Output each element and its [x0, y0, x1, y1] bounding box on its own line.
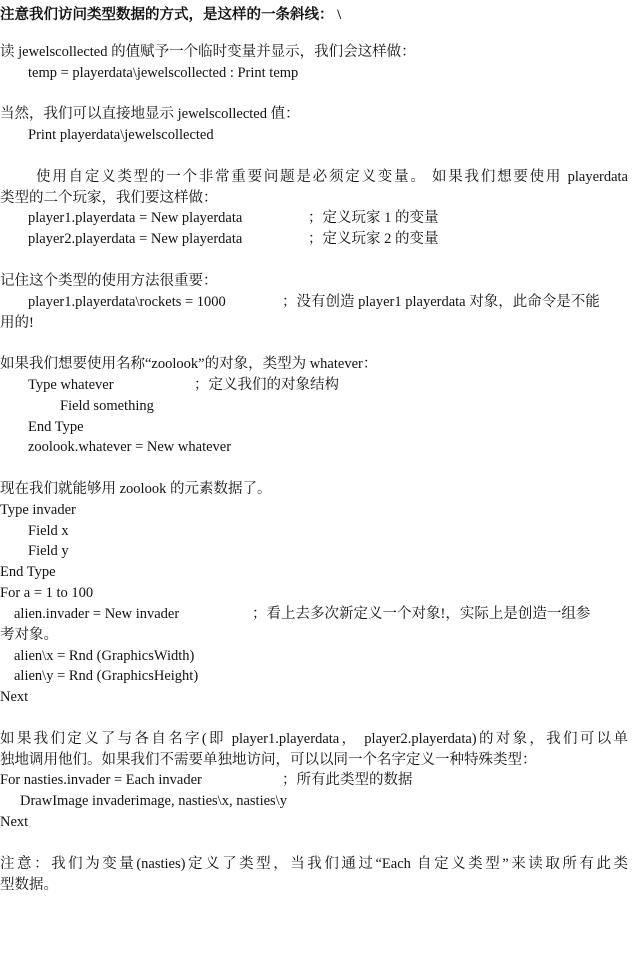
paragraph-remember: 记住这个类型的使用方法很重要： — [0, 273, 218, 289]
code-comment: ；定义我们的对象结构 — [194, 377, 339, 393]
code-line: For nasties.invader = Each invader — [0, 772, 202, 788]
code-line: DrawImage invaderimage, nasties\x, nasties\y — [20, 793, 287, 809]
code-comment: ；没有创造 player1 playerdata 对象，此命令是不能 — [282, 294, 600, 310]
paragraph-define-variables: 使用自定义类型的一个非常重要问题是必须定义变量。 如果我们想要使用 playerdata — [36, 169, 628, 185]
code-line: zoolook.whatever = New whatever — [28, 439, 232, 455]
code-line: alien\y = Rnd (GraphicsHeight) — [14, 668, 199, 684]
paragraph-named-objects: 如果我们定义了与各自名字(即 player1.playerdata， player2.playerdata)的对象，我们可以单 — [0, 731, 628, 747]
paragraph-note: 注意：我们为变量(nasties)定义了类型，当我们通过“Each 自定义类型”来读取所有此类 — [0, 856, 628, 872]
code-line: temp = playerdata\jewelscollected : Print temp — [28, 65, 299, 81]
paragraph-zoolook: 如果我们想要使用名称“zoolook”的对象，类型为 whatever： — [0, 356, 378, 372]
code-comment: ；所有此类型的数据 — [282, 772, 413, 788]
code-line: player2.playerdata = New playerdata — [28, 231, 243, 247]
code-line: For a = 1 to 100 — [0, 585, 94, 601]
code-line: alien.invader = New invader — [14, 606, 180, 622]
paragraph-define-variables-cont: 类型的二个玩家，我们要这样做： — [0, 190, 218, 206]
code-line: End Type — [0, 564, 56, 580]
paragraph-note-cont: 型数据。 — [0, 877, 58, 893]
code-line: Type invader — [0, 502, 76, 518]
code-line: player1.playerdata = New playerdata — [28, 210, 243, 226]
code-line: Field something — [60, 398, 154, 414]
code-comment: ；定义玩家 2 的变量 — [308, 231, 439, 247]
code-line: Field x — [28, 523, 69, 539]
code-line: Next — [0, 814, 29, 830]
section-heading: 注意我们访问类型数据的方式，是这样的一条斜线： \ — [0, 7, 342, 23]
code-comment-cont: 用的! — [0, 315, 34, 331]
code-comment: ；看上去多次新定义一个对象!，实际上是创造一组参 — [252, 606, 591, 622]
paragraph-use-zoolook: 现在我们就能够用 zoolook 的元素数据了。 — [0, 481, 272, 497]
code-line: alien\x = Rnd (GraphicsWidth) — [14, 648, 195, 664]
code-comment-cont: 考对象。 — [0, 627, 58, 643]
code-line: Print playerdata\jewelscollected — [28, 127, 214, 143]
paragraph-named-objects-cont: 独地调用他们。如果我们不需要单独地访问，可以以同一个名字定义一种特殊类型： — [0, 752, 537, 768]
paragraph-display-value: 当然，我们可以直接地显示 jewelscollected 值： — [0, 106, 300, 122]
code-line: Type whatever — [28, 377, 114, 393]
code-line: End Type — [28, 419, 84, 435]
paragraph-read-value: 读 jewelscollected 的值赋予一个临时变量并显示，我们会这样做： — [0, 44, 416, 60]
code-line: Field y — [28, 543, 69, 559]
code-comment: ；定义玩家 1 的变量 — [308, 210, 439, 226]
code-line: player1.playerdata\rockets = 1000 — [28, 294, 226, 310]
code-line: Next — [0, 689, 29, 705]
